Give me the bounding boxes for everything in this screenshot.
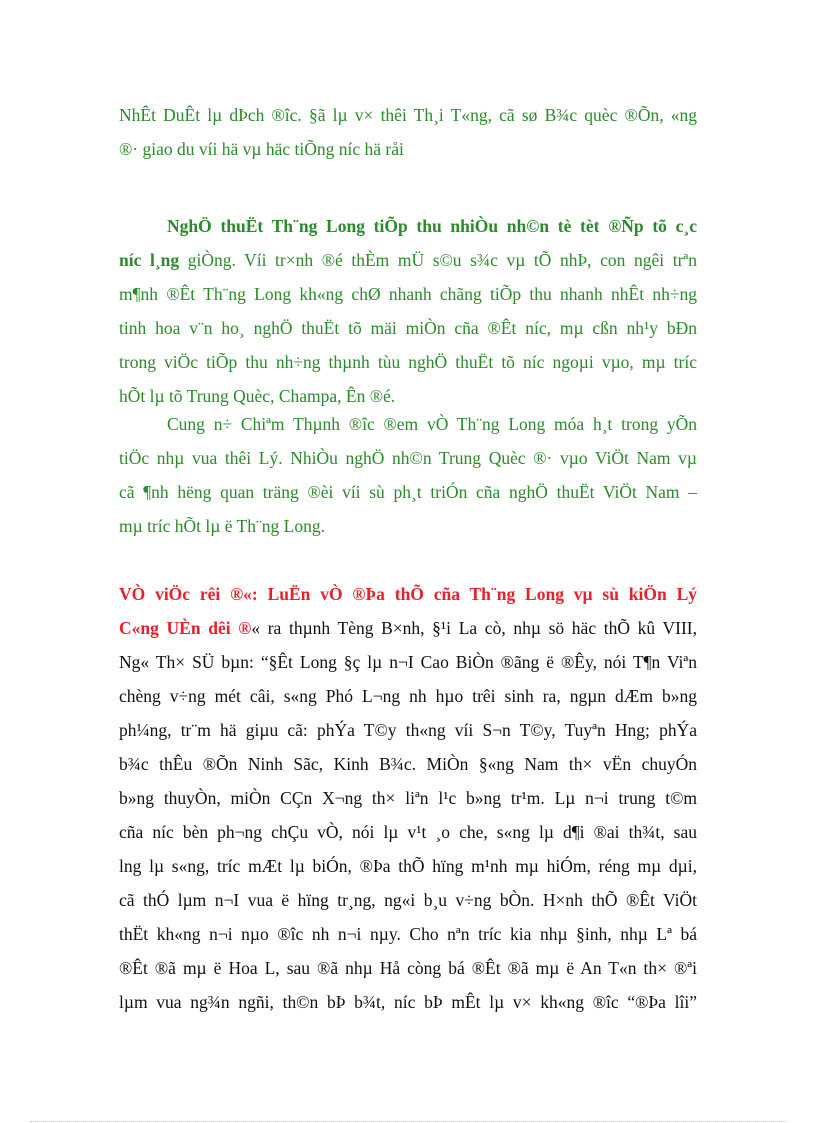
text-line: chèng v÷ng mét câi, s«ng Phó L¬ng nh hµo trêi sinh ra, ngµn dÆm b»ng xyxy=(119,686,697,706)
text-line: cã thÓ lµm n¬I vua ë hïng tr¸ng, ng«i b¸u v÷ng bÒn. H×nh thÕ ®Êt ViÖt xyxy=(119,890,697,910)
text-line: m¶nh ®Êt Th¨ng Long kh«ng chØ nhanh chãng tiÕp thu nhanh nhÊt nh÷ng xyxy=(119,284,697,304)
text-line: hÕt lµ tõ Trung Quèc, Champa, Ên ®é. xyxy=(119,386,396,406)
text-line xyxy=(119,611,697,645)
text-line: tinh hoa v¨n ho¸ nghÖ thuËt tõ mäi miÒn cña ®Êt níc, mµ cßn nh¹y bÐn xyxy=(119,318,697,338)
paragraph-1 xyxy=(119,98,697,166)
text-line: Cung n÷ Chiªm Thµnh ®îc ®em vÒ Th¨ng Long móa h¸t trong yÕn xyxy=(167,414,697,434)
text-run: giÒng. Víi tr×nh ®é thÈm mÜ s©u s¾c vµ tÕ nhÞ, con ngêi trªn xyxy=(179,250,697,270)
paragraph-2 xyxy=(119,209,697,413)
bold-phrase: níc l¸ng xyxy=(119,250,180,270)
text-line: ph¼ng, tr¨m hä giµu cã: phÝa T©y th«ng víi S¬n T©y, Tuyªn Hng; phÝa xyxy=(119,720,697,740)
text-line: mµ tríc hÕt lµ ë Th¨ng Long. xyxy=(119,516,325,536)
text-line: tiÖc nhµ vua thêi Lý. NhiÒu nghÖ nh©n Trung Quèc ®· vµo ViÖt Nam vµ xyxy=(119,448,697,468)
text-line: ®· giao du víi hä vµ häc tiÕng níc hä råi xyxy=(119,139,404,159)
bold-phrase: NghÖ thuËt Th¨ng Long tiÕp thu nhiÒu nh©n tè tèt ®Ñp tõ c¸c xyxy=(167,216,697,236)
text-line: Ng« Th× SÜ bµn: “§Êt Long §ç lµ n¬I Cao BiÒn ®ãng ë ®Êy, nói T¶n Viªn xyxy=(119,652,697,672)
text-line xyxy=(119,577,697,611)
text-run: « ra thµnh Tèng B×nh, §¹i La cò, nhµ sö häc thÕ kû VIII, xyxy=(251,618,697,638)
text-line: trong viÖc tiÕp thu nh÷ng thµnh tùu nghÖ thuËt tõ níc ngoµi vµo, mµ tríc xyxy=(119,352,697,372)
text-line: NhÊt DuÊt lµ dÞch ®îc. §ã lµ v× thêi Th¸i T«ng, cã sø B¾c quèc ®Õn, «ng xyxy=(119,105,697,125)
text-line: cña níc bèn ph¬ng chÇu vÒ, nói lµ v¹t ¸o che, s«ng lµ d¶i ®ai th¾t, sau xyxy=(119,822,697,842)
heading-phrase: C«ng UÈn dêi ® xyxy=(119,618,252,638)
page-bottom-divider xyxy=(30,1121,786,1122)
text-line: b»ng thuyÒn, miÒn CÇn X¬ng th× liªn l¹c b»ng tr¹m. Lµ n¬i trung t©m xyxy=(119,788,697,808)
text-line: lng lµ s«ng, tríc mÆt lµ biÓn, ®Þa thÕ hïng m¹nh mµ hiÓm, réng mµ dµi, xyxy=(119,856,697,876)
text-line: b¾c thÊu ®Õn Ninh Sãc, Kinh B¾c. MiÒn §«ng Nam th× vËn chuyÓn xyxy=(119,754,697,774)
paragraph-4 xyxy=(119,577,697,1019)
text-line xyxy=(119,243,697,277)
heading-phrase: VÒ viÖc rêi ®«: LuËn vÒ ®Þa thÕ cña Th¨ng Long vµ sù kiÖn Lý xyxy=(119,584,697,604)
text-line: thËt kh«ng n¬i nµo ®îc nh n¬i nµy. Cho nªn tríc kia nhµ §inh, nhµ Lª bá xyxy=(119,924,697,944)
paragraph-3 xyxy=(119,407,697,543)
text-line xyxy=(119,209,697,243)
text-line: ®Êt ®ã mµ ë Hoa L, sau ®ã nhµ Hå còng bá ®Êt ®ã mµ ë An T«n th× ®ªi xyxy=(119,958,697,978)
text-line: cã ¶nh hëng quan träng ®èi víi sù ph¸t triÓn cña nghÖ thuËt ViÖt Nam – xyxy=(119,482,697,502)
text-line: lµm vua ng¾n ngñi, th©n bÞ b¾t, níc bÞ mÊt lµ v× kh«ng ®îc “®Þa lîi” xyxy=(119,992,697,1012)
